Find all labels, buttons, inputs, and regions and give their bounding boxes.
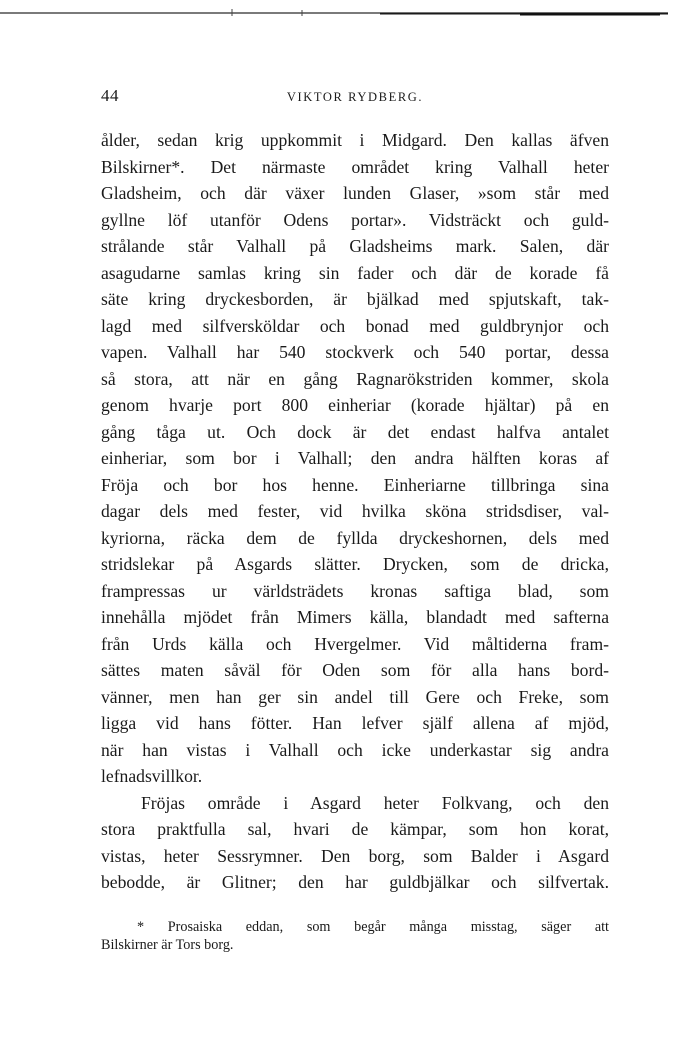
text-line: asagudarne samlas kring sin fader och där de korade få [101,262,609,283]
body-text [101,127,609,896]
text-line: frampressas ur världsträdets kronas saftiga blad, som [101,580,609,601]
text-line: sättes maten såväl för Oden som för alla hans bord- [101,660,609,680]
text-line: så stora, att när en gång Ragnarökstriden kommer, skola [101,368,609,389]
text-line: Gladsheim, och där växer lunden Glaser, »som står med [101,183,609,203]
text-line: bebodde, är Glitner; den har guldbjälkar och silfvertak. [101,872,609,892]
text-line: vistas, heter Sessrymner. Den borg, som Balder i Asgard [101,845,609,866]
text-line: gyllne löf utanför Odens portar». Vidsträckt och guld- [101,209,609,230]
text-line: stridslekar på Asgards slätter. Drycken, som de dricka, [101,554,609,574]
text-line: einheriar, som bor i Valhall; den andra hälften koras af [101,448,609,468]
text-line: Bilskirner*. Det närmaste området kring Valhall heter [101,156,609,177]
text-line: strålande står Valhall på Gladsheims mark. Salen, där [101,236,609,256]
page-header [101,86,609,110]
text-line: vänner, men han ger sin andel till Gere och Freke, som [101,686,609,707]
text-line: Fröjas område i Asgard heter Folkvang, och den [141,792,609,813]
page-number: 44 [101,86,119,105]
text-line: genom hvarje port 800 einheriar (korade hjältar) på en [101,395,609,415]
text-line: ålder, sedan krig uppkommit i Midgard. Den kallas äfven [101,130,609,150]
text-line: stora praktfulla sal, hvari de kämpar, som hon korat, [101,819,609,839]
text-line: innehålla mjödet från Mimers källa, blandadt med safterna [101,607,609,627]
text-line: när han vistas i Valhall och icke underkastar sig andra [101,739,609,760]
text-line: vapen. Valhall har 540 stockverk och 540 portar, dessa [101,342,609,362]
text-line: lagd med silfversköldar och bonad med guldbrynjor och [101,315,609,336]
footnote-line: * Prosaiska eddan, som begår många misstag, säger att [137,919,609,935]
text-line: från Urds källa och Hvergelmer. Vid måltiderna fram- [101,633,609,654]
top-border-rule [0,6,668,20]
footnote-line: Bilskirner är Tors borg. [101,937,234,953]
text-line: gång tåga ut. Och dock är det endast halfva antalet [101,421,609,442]
running-head: VIKTOR RYDBERG. [286,90,424,104]
text-line: kyriorna, räcka dem de fyllda dryckeshornen, dels med [101,527,609,548]
text-line: lefnadsvillkor. [101,766,203,786]
footnote [101,918,609,954]
text-line: Fröja och bor hos henne. Einheriarne tillbringa sina [101,474,609,495]
text-line: ligga vid hans fötter. Han lefver själf allena af mjöd, [101,713,609,733]
text-line: dagar dels med fester, vid hvilka sköna stridsdiser, val- [101,501,609,521]
text-line: säte kring dryckesborden, är bjälkad med spjutskaft, tak- [101,289,609,309]
